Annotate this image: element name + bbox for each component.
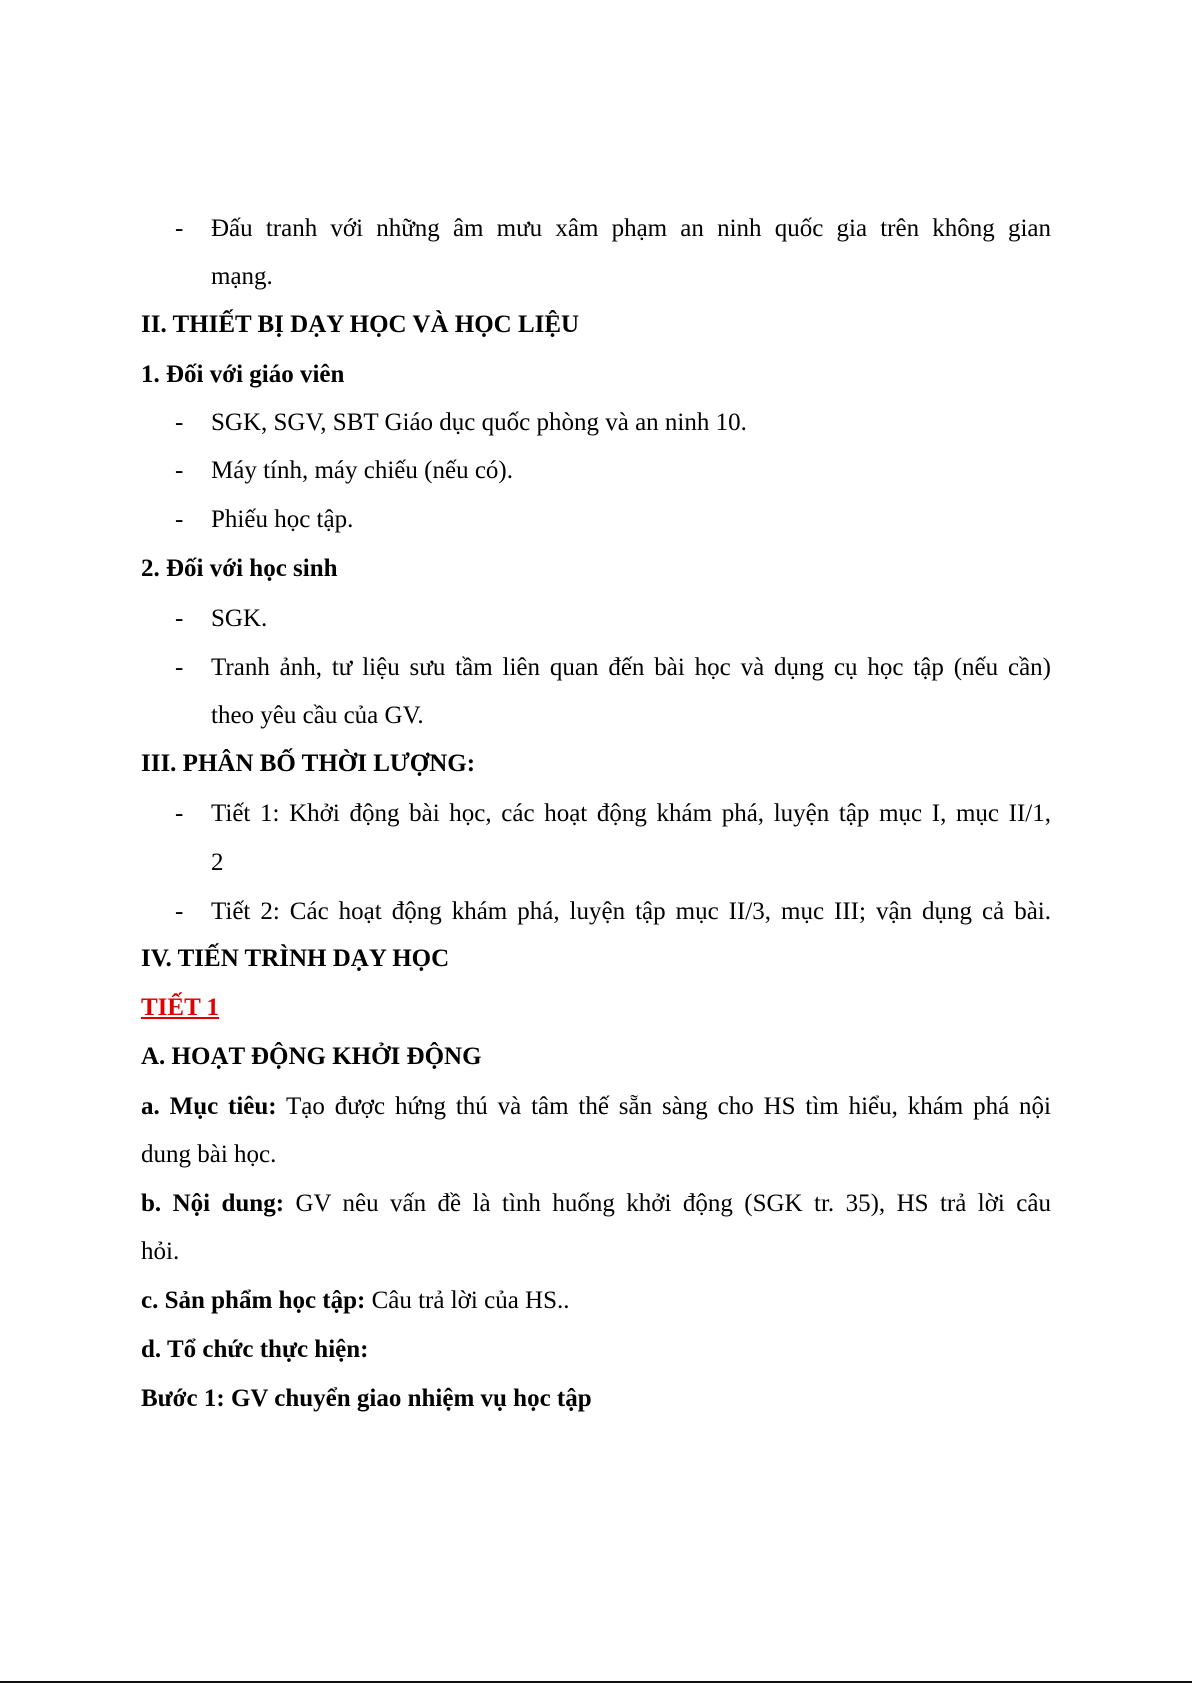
list-bullet: - — [175, 215, 184, 242]
list-bullet: - — [175, 409, 184, 436]
list-item-text-continuation: mạng. — [211, 263, 273, 290]
list-bullet: - — [175, 457, 184, 484]
organization-heading: d. Tổ chức thực hiện: — [141, 1336, 369, 1363]
objective-paragraph — [141, 1091, 1051, 1123]
list-item-text: Tiết 2: Các hoạt động khám phá, luyện tập mục II/3, mục III; vận dụng cả bài. — [211, 898, 1051, 925]
lesson-label: TIẾT 1 — [141, 994, 220, 1021]
list-item-text-continuation: 2 — [211, 849, 224, 876]
page-bottom-border — [0, 1681, 1192, 1683]
objective-label: a. Mục tiêu: — [141, 1093, 277, 1120]
list-item-text: Phiếu học tập. — [211, 506, 354, 533]
product-paragraph — [141, 1285, 570, 1317]
objective-text: Tạo được hứng thú và tâm thế sẵn sàng cho HS tìm hiểu, khám phá nội — [276, 1093, 1051, 1120]
list-bullet: - — [175, 605, 184, 632]
list-item-text: Máy tính, máy chiếu (nếu có). — [211, 457, 513, 484]
list-item-text: Đấu tranh với những âm mưu xâm phạm an ninh quốc gia trên không gian — [211, 215, 1051, 242]
subsection-heading: 1. Đối với giáo viên — [141, 361, 345, 388]
list-item-text: SGK. — [211, 605, 268, 632]
product-text: Câu trả lời của HS.. — [365, 1287, 570, 1314]
content-text: GV nêu vấn đề là tình huống khởi động (SGK tr. 35), HS trả lời câu — [284, 1190, 1051, 1217]
objective-paragraph-continuation: dung bài học. — [141, 1141, 277, 1168]
section-heading: III. PHÂN BỐ THỜI LƯỢNG: — [141, 750, 476, 777]
content-label: b. Nội dung: — [141, 1190, 285, 1217]
list-item-text: Tranh ảnh, tư liệu sưu tầm liên quan đến bài học và dụng cụ học tập (nếu cần) — [211, 654, 1051, 681]
list-bullet: - — [175, 506, 184, 533]
product-label: c. Sản phẩm học tập: — [141, 1287, 366, 1314]
subsection-heading: 2. Đối với học sinh — [141, 555, 338, 582]
content-paragraph — [141, 1188, 1051, 1220]
list-item-text: Tiết 1: Khởi động bài học, các hoạt động khám phá, luyện tập mục I, mục II/1, — [211, 800, 1051, 827]
step-heading: Bước 1: GV chuyển giao nhiệm vụ học tập — [141, 1385, 592, 1412]
list-item-text: SGK, SGV, SBT Giáo dục quốc phòng và an ninh 10. — [211, 409, 747, 436]
section-heading: IV. TIẾN TRÌNH DẠY HỌC — [141, 945, 450, 972]
list-bullet: - — [175, 654, 184, 681]
list-bullet: - — [175, 800, 184, 827]
section-heading: II. THIẾT BỊ DẠY HỌC VÀ HỌC LIỆU — [141, 311, 580, 338]
activity-heading: A. HOẠT ĐỘNG KHỞI ĐỘNG — [141, 1043, 482, 1070]
list-item-text-continuation: theo yêu cầu của GV. — [211, 702, 424, 729]
content-paragraph-continuation: hỏi. — [141, 1238, 180, 1265]
list-bullet: - — [175, 898, 184, 925]
